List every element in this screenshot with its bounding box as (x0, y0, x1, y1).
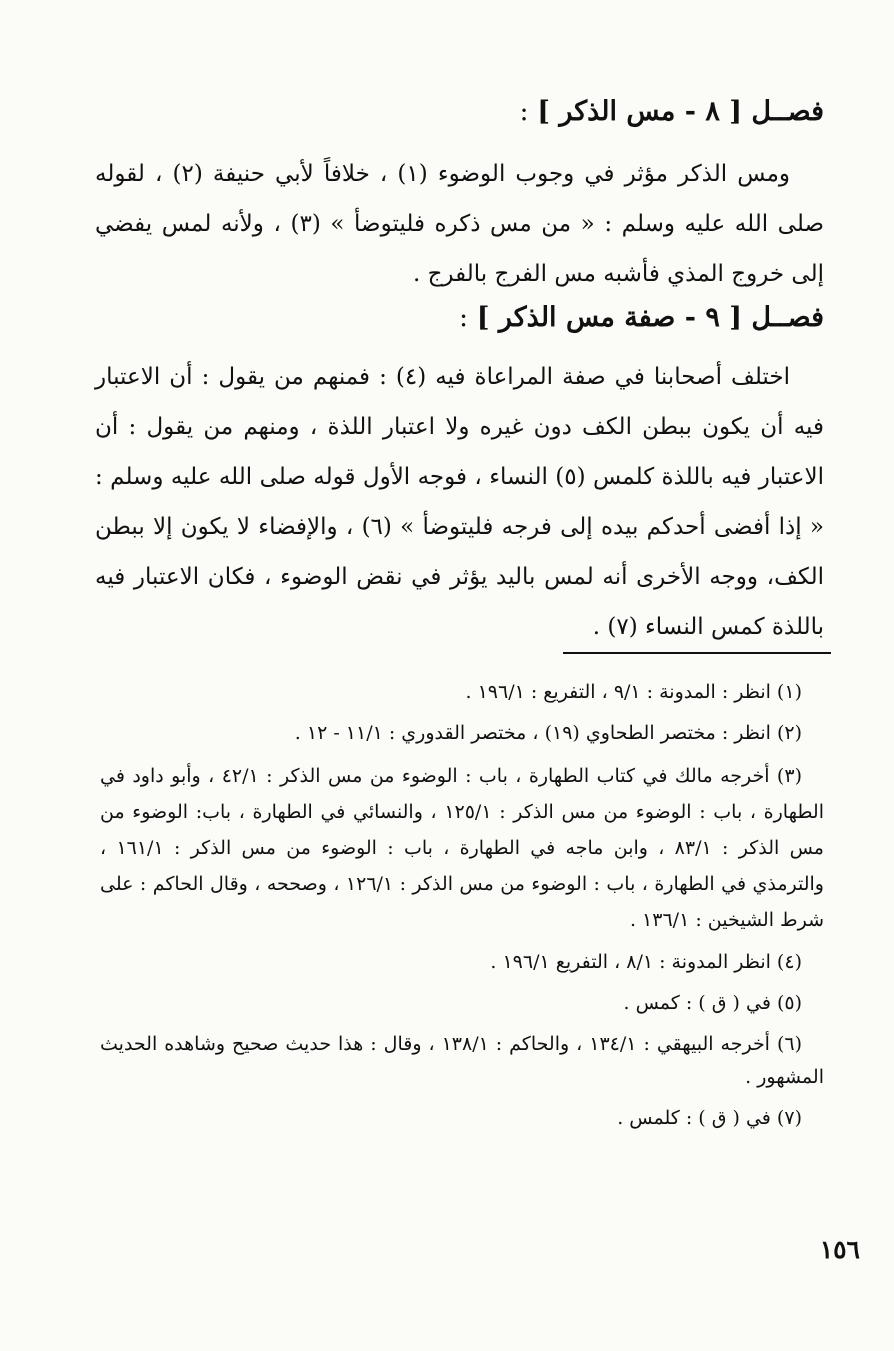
footnote-2: (٢) انظر : مختصر الطحاوي (١٩) ، مختصر القدوري : ١١/١ - ١٢ . (294, 722, 802, 744)
section-8-body (95, 149, 824, 299)
footnote-6: (٦) أخرجه البيهقي : ١٣٤/١ ، والحاكم : ١٣٨/١ ، وقال : هذا حديث صحيح وشاهده الحديث المشهور . (100, 1033, 824, 1088)
section-heading-9-colon: : (459, 302, 477, 333)
section-9-body (95, 352, 824, 652)
footnote-1: (١) انظر : المدونة : ٩/١ ، التفريع : ١٩٦/١ . (465, 681, 802, 703)
section-heading-8-colon: : (519, 96, 538, 127)
section-heading-9-text: فصــل [ ٩ - صفة مس الذكر ] (476, 302, 824, 333)
footnote-3: (٣) أخرجه مالك في كتاب الطهارة ، باب : الوضوء من مس الذكر : ٤٢/١ ، وأبو داود في الطهارة ، باب : الوضوء من مس الذكر : ١٢٥/١ ، والنسائي في الطهارة ، باب: الوضوء من مس الذكر : ٨٣/١ ، وابن ماجه في الطهارة ، باب : الوضوء من مس الذكر : ١٦١/١ ، والترمذي في الطهارة ، باب : الوضوء من مس الذكر : ١٢٦/١ ، وصححه ، وقال الحاكم : على شرط الشيخين : ١٣٦/١ . (100, 765, 824, 931)
footnote-divider (563, 652, 831, 654)
section-8-paragraph: ومس الذكر مؤثر في وجوب الوضوء (١) ، خلافاً لأبي حنيفة (٢) ، لقوله صلى الله عليه وسلم : « من مس ذكره فليتوضأ » (٣) ، ولأنه لمس يفضي إلى خروج المذي فأشبه مس الفرج بالفرج . (95, 161, 824, 287)
page-number: ١٥٦ (819, 1235, 860, 1264)
footnotes (100, 676, 824, 1143)
footnote-7: (٧) في ( ق ) : كلمس . (617, 1107, 802, 1129)
section-heading-9 (95, 298, 824, 338)
section-9-paragraph: اختلف أصحابنا في صفة المراعاة فيه (٤) : فمنهم من يقول : أن الاعتبار فيه أن يكون ببطن الكف دون غيره ولا اعتبار اللذة ، ومنهم من يقول : أن الاعتبار فيه باللذة كلمس (٥) النساء ، فوجه الأول قوله صلى الله عليه وسلم : « إذا أفضى أحدكم بيده إلى فرجه فليتوضأ » (٦) ، والإفضاء لا يكون إلا ببطن الكف، ووجه الأخرى أنه لمس باليد يؤثر في نقض الوضوء ، فكان الاعتبار فيه باللذة كمس النساء (٧) . (95, 364, 824, 640)
footnote-4: (٤) انظر المدونة : ٨/١ ، التفريع ١٩٦/١ . (490, 951, 802, 973)
footnote-5: (٥) في ( ق ) : كمس . (623, 992, 802, 1014)
section-heading-8-text: فصــل [ ٨ - مس الذكر ] (537, 96, 824, 127)
section-heading-8 (95, 92, 824, 132)
